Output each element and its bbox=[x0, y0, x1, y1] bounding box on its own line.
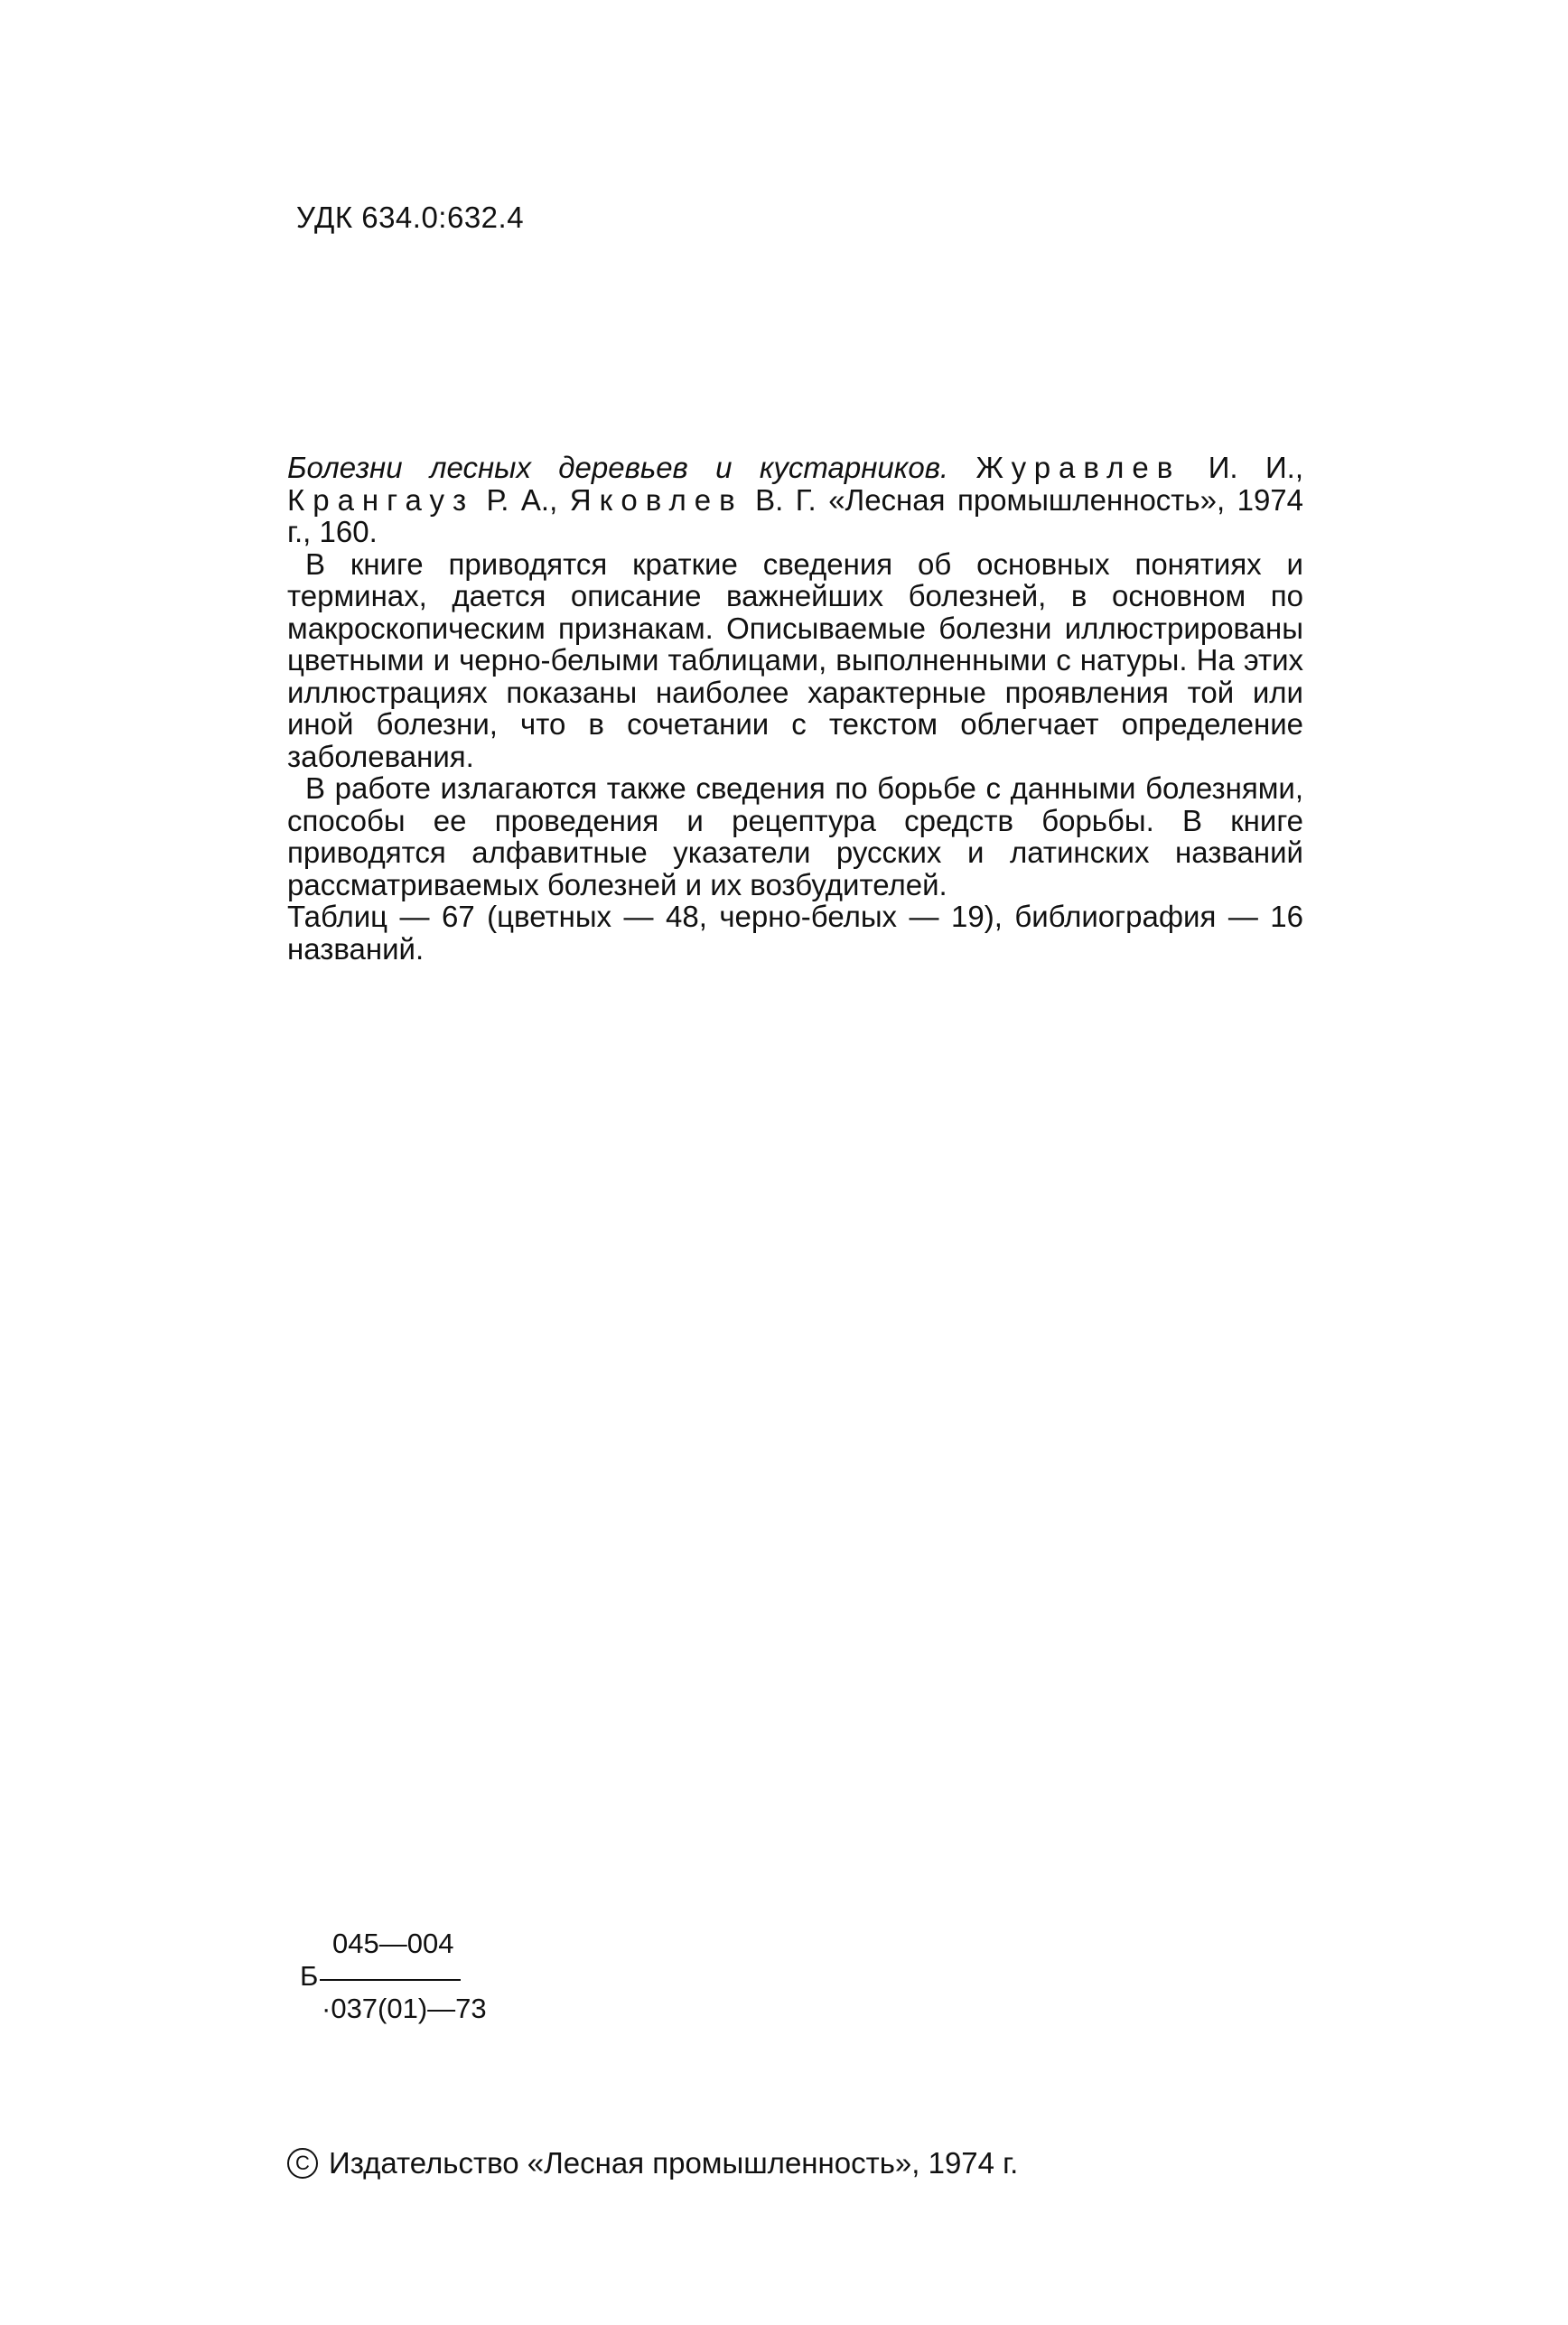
tables-and-bibliography-count: Таблиц — 67 (цветных — 48, черно-белых — 19), библиография — 16 названий. bbox=[287, 900, 1303, 966]
copyright-line bbox=[287, 2146, 1018, 2180]
author-name: Журавлев bbox=[975, 451, 1181, 484]
fraction-line bbox=[320, 1979, 461, 1981]
index-denominator: ·037(01)—73 bbox=[322, 1993, 487, 2024]
bibliographic-description bbox=[287, 452, 1303, 548]
copyright-text: Издательство «Лесная промышленность», 1974 г. bbox=[329, 2146, 1019, 2180]
author-name: Крангауз bbox=[287, 482, 475, 517]
copyright-icon: C bbox=[287, 2148, 318, 2179]
index-numerator: 045—004 bbox=[332, 1928, 454, 1959]
author-name: Яковлев bbox=[569, 482, 743, 517]
annotation-paragraph: В книге приводятся краткие сведения об основных понятиях и терминах, дается описание важнейших болезней, в основном по макроскопическим признакам. Описываемые болезни иллюстрированы цветными и черно-белыми таблицами, выполненными с натуры. На этих иллюстрациях показаны наиболее характерные проявления той или иной болезни, что в сочетании с текстом облегчает определение заболевания. bbox=[287, 546, 1303, 773]
annotation-block bbox=[287, 452, 1303, 965]
publisher-and-year: «Лесная промышленность», 1974 г., 160. bbox=[287, 482, 1303, 548]
author-initials: В. Г. bbox=[755, 482, 817, 517]
annotation-paragraph: В работе излагаются также сведения по борьбе с данными болезнями, способы ее проведения и рецептура средств борьбы. В книге приводятся алфавитные указатели русских и латинских названий рассматриваемых болезней и их возбудителей. bbox=[287, 771, 1303, 901]
author-initials: Р. А., bbox=[486, 482, 558, 517]
author-initials: И. И., bbox=[1208, 451, 1304, 484]
udk-classification: УДК 634.0:632.4 bbox=[296, 201, 525, 234]
book-title: Болезни лесных деревьев и кустарников. bbox=[287, 451, 949, 484]
index-letter: Б bbox=[300, 1960, 319, 1992]
